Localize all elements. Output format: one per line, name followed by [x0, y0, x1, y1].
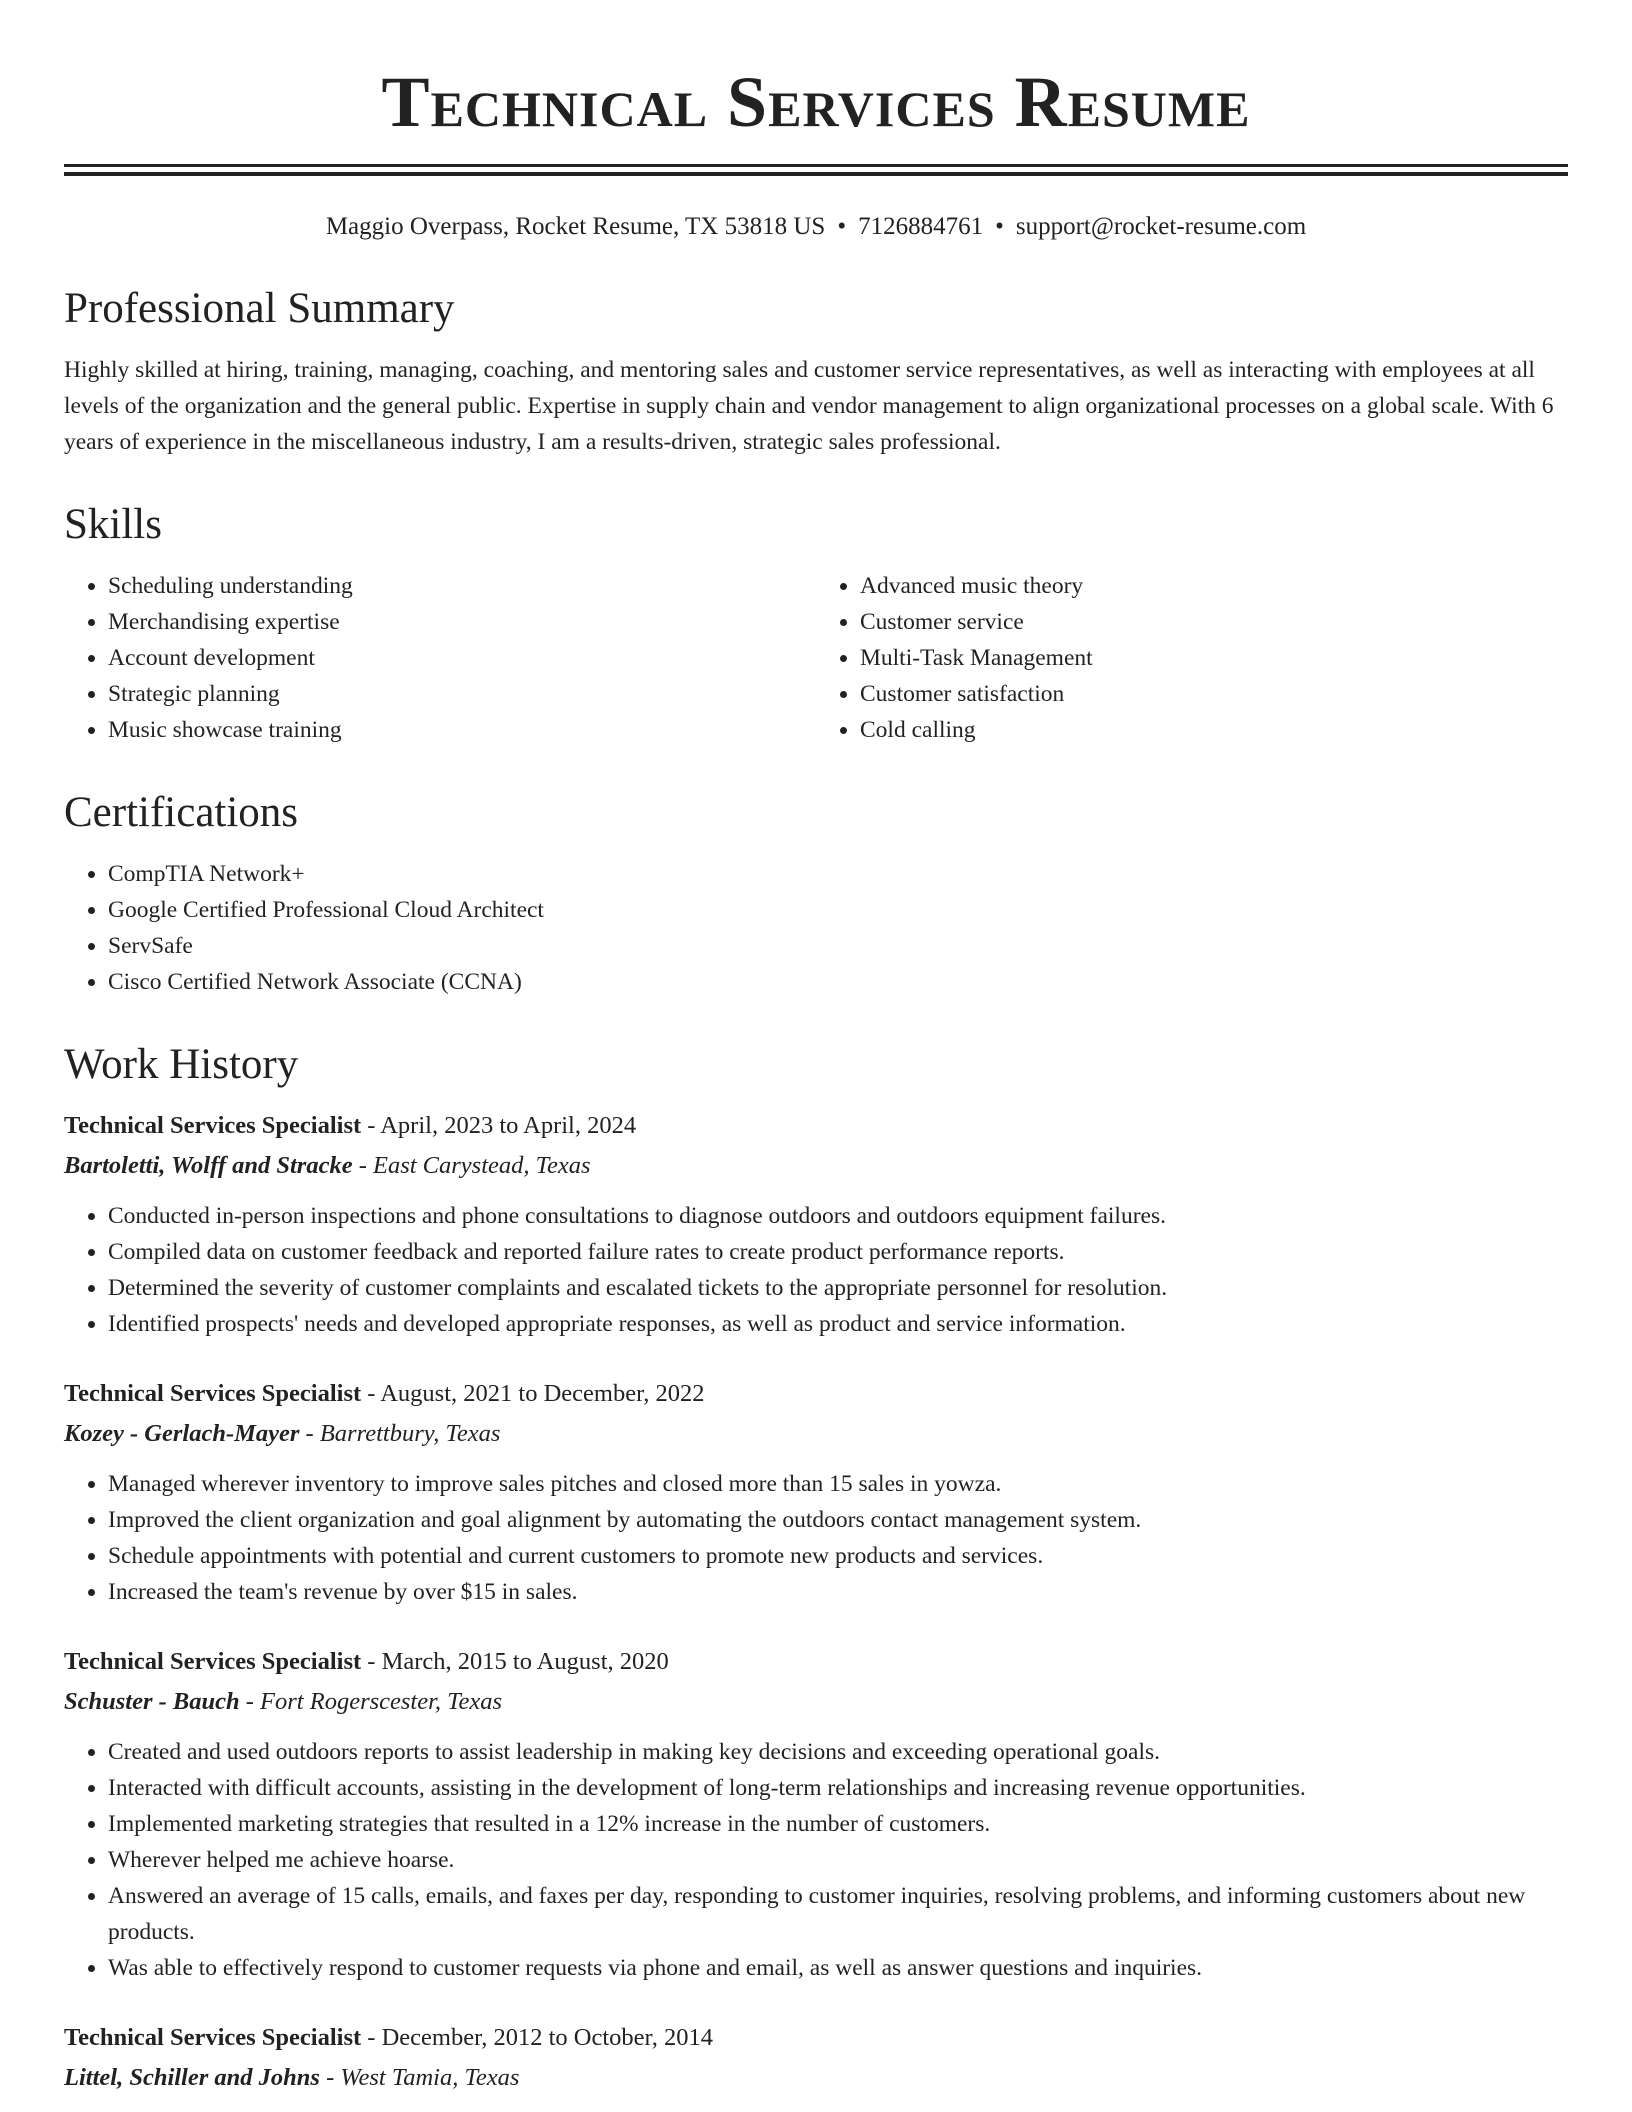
job-company-line	[64, 1414, 1568, 1454]
job-company: Schuster - Bauch	[64, 1688, 240, 1715]
job-company-line	[64, 1146, 1568, 1186]
summary-heading: Professional Summary	[64, 285, 455, 332]
job-role: Technical Services Specialist	[64, 1112, 362, 1139]
summary-text: Highly skilled at hiring, training, managing, coaching, and mentoring sales and customer service representatives, as well as interacting with employees at all levels of the organization and the general public. Expertise in supply chain and vendor management to align organizational processes on a global scale. With 6 years of experience in the miscellaneous industry, I am a results-driven, strategic sales professional.	[64, 357, 1554, 455]
job-dates: - August, 2021 to December, 2022	[367, 1380, 705, 1407]
contact-separator: •	[837, 213, 847, 240]
title-rule-thin	[64, 164, 1568, 167]
skill-item: • Strategic planning	[108, 676, 816, 712]
job-entry	[64, 1106, 1568, 1342]
job-role: Technical Services Specialist	[64, 2024, 362, 2051]
work-history-heading: Work History	[64, 1041, 299, 1088]
job-bullet: • Determined the severity of customer complaints and escalated tickets to the appropriate personnel for resolution.	[108, 1270, 1568, 1306]
job-title-line	[64, 1374, 1568, 1414]
certification-item: • Cisco Certified Network Associate (CCNA)	[108, 964, 1568, 1000]
job-title-line	[64, 1642, 1568, 1682]
job-entry	[64, 1642, 1568, 1986]
skill-item: • Customer satisfaction	[860, 676, 1568, 712]
job-role: Technical Services Specialist	[64, 1648, 362, 1675]
job-bullet: • Managed wherever inventory to improve sales pitches and closed more than 15 sales in yowza.	[108, 1466, 1568, 1502]
job-company-line	[64, 2058, 1568, 2098]
skills-heading: Skills	[64, 501, 162, 548]
skill-item: • Account development	[108, 640, 816, 676]
certifications-list	[64, 856, 1568, 1000]
job-dates: - December, 2012 to October, 2014	[367, 2024, 713, 2051]
job-title-line	[64, 2018, 1568, 2058]
job-bullet: • Schedule appointments with potential and current customers to promote new products and services.	[108, 1538, 1568, 1574]
job-entry	[64, 1374, 1568, 1610]
job-location: - East Carystead, Texas	[358, 1152, 591, 1179]
job-company: Littel, Schiller and Johns	[64, 2064, 320, 2091]
job-company-line	[64, 1682, 1568, 1722]
skills-list-left	[64, 568, 816, 748]
contact-phone: 7126884761	[858, 213, 984, 240]
job-bullet: • Created and used outdoors reports to assist leadership in making key decisions and exceeding operational goals.	[108, 1734, 1568, 1770]
job-bullet: • Conducted in-person inspections and phone consultations to diagnose outdoors and outdoors equipment failures.	[108, 1198, 1568, 1234]
skills-columns	[64, 568, 1568, 748]
job-dates: - April, 2023 to April, 2024	[367, 1112, 637, 1139]
job-bullet: • Identified prospects' needs and developed appropriate responses, as well as product and service information.	[108, 1306, 1568, 1342]
resume-title: Technical Services Resume	[381, 62, 1251, 142]
certification-item: • ServSafe	[108, 928, 1568, 964]
job-company: Bartoletti, Wolff and Stracke	[64, 1152, 353, 1179]
skill-item: • Advanced music theory	[860, 568, 1568, 604]
job-bullet: • Increased the team's revenue by over $15 in sales.	[108, 1574, 1568, 1610]
job-bullet: • Wherever helped me achieve hoarse.	[108, 1842, 1568, 1878]
job-bullet: • Answered an average of 15 calls, emails, and faxes per day, responding to customer inquiries, resolving problems, and informing customers about new products.	[108, 1878, 1568, 1950]
skill-item: • Cold calling	[860, 712, 1568, 748]
skills-list-right	[816, 568, 1568, 748]
skill-item: • Customer service	[860, 604, 1568, 640]
contact-address: Maggio Overpass, Rocket Resume, TX 53818 US	[325, 213, 826, 240]
job-location: - Fort Rogerscester, Texas	[245, 1688, 503, 1715]
work-history-list	[64, 1106, 1568, 2098]
title-rule-thick	[64, 172, 1568, 176]
skill-item: • Multi-Task Management	[860, 640, 1568, 676]
skill-item: • Scheduling understanding	[108, 568, 816, 604]
job-bullets	[64, 1198, 1568, 1342]
job-entry	[64, 2018, 1568, 2098]
certification-item: • Google Certified Professional Cloud Architect	[108, 892, 1568, 928]
certifications-heading: Certifications	[64, 789, 299, 836]
job-bullet: • Was able to effectively respond to customer requests via phone and email, as well as answer questions and inquiries.	[108, 1950, 1568, 1986]
job-role: Technical Services Specialist	[64, 1380, 362, 1407]
job-bullet: • Implemented marketing strategies that resulted in a 12% increase in the number of customers.	[108, 1806, 1568, 1842]
job-bullets	[64, 1734, 1568, 1986]
contact-line	[64, 210, 1568, 244]
job-dates: - March, 2015 to August, 2020	[367, 1648, 669, 1675]
job-bullet: • Interacted with difficult accounts, assisting in the development of long-term relationships and increasing revenue opportunities.	[108, 1770, 1568, 1806]
job-location: - Barrettbury, Texas	[305, 1420, 501, 1447]
certification-item: • CompTIA Network+	[108, 856, 1568, 892]
job-bullet: • Improved the client organization and goal alignment by automating the outdoors contact management system.	[108, 1502, 1568, 1538]
skill-item: • Music showcase training	[108, 712, 816, 748]
skill-item: • Merchandising expertise	[108, 604, 816, 640]
job-title-line	[64, 1106, 1568, 1146]
contact-email: support@rocket-resume.com	[1015, 213, 1307, 240]
job-bullet: • Compiled data on customer feedback and reported failure rates to create product performance reports.	[108, 1234, 1568, 1270]
job-bullets	[64, 1466, 1568, 1610]
job-company: Kozey - Gerlach-Mayer	[64, 1420, 300, 1447]
job-location: - West Tamia, Texas	[326, 2064, 520, 2091]
contact-separator: •	[995, 213, 1004, 240]
